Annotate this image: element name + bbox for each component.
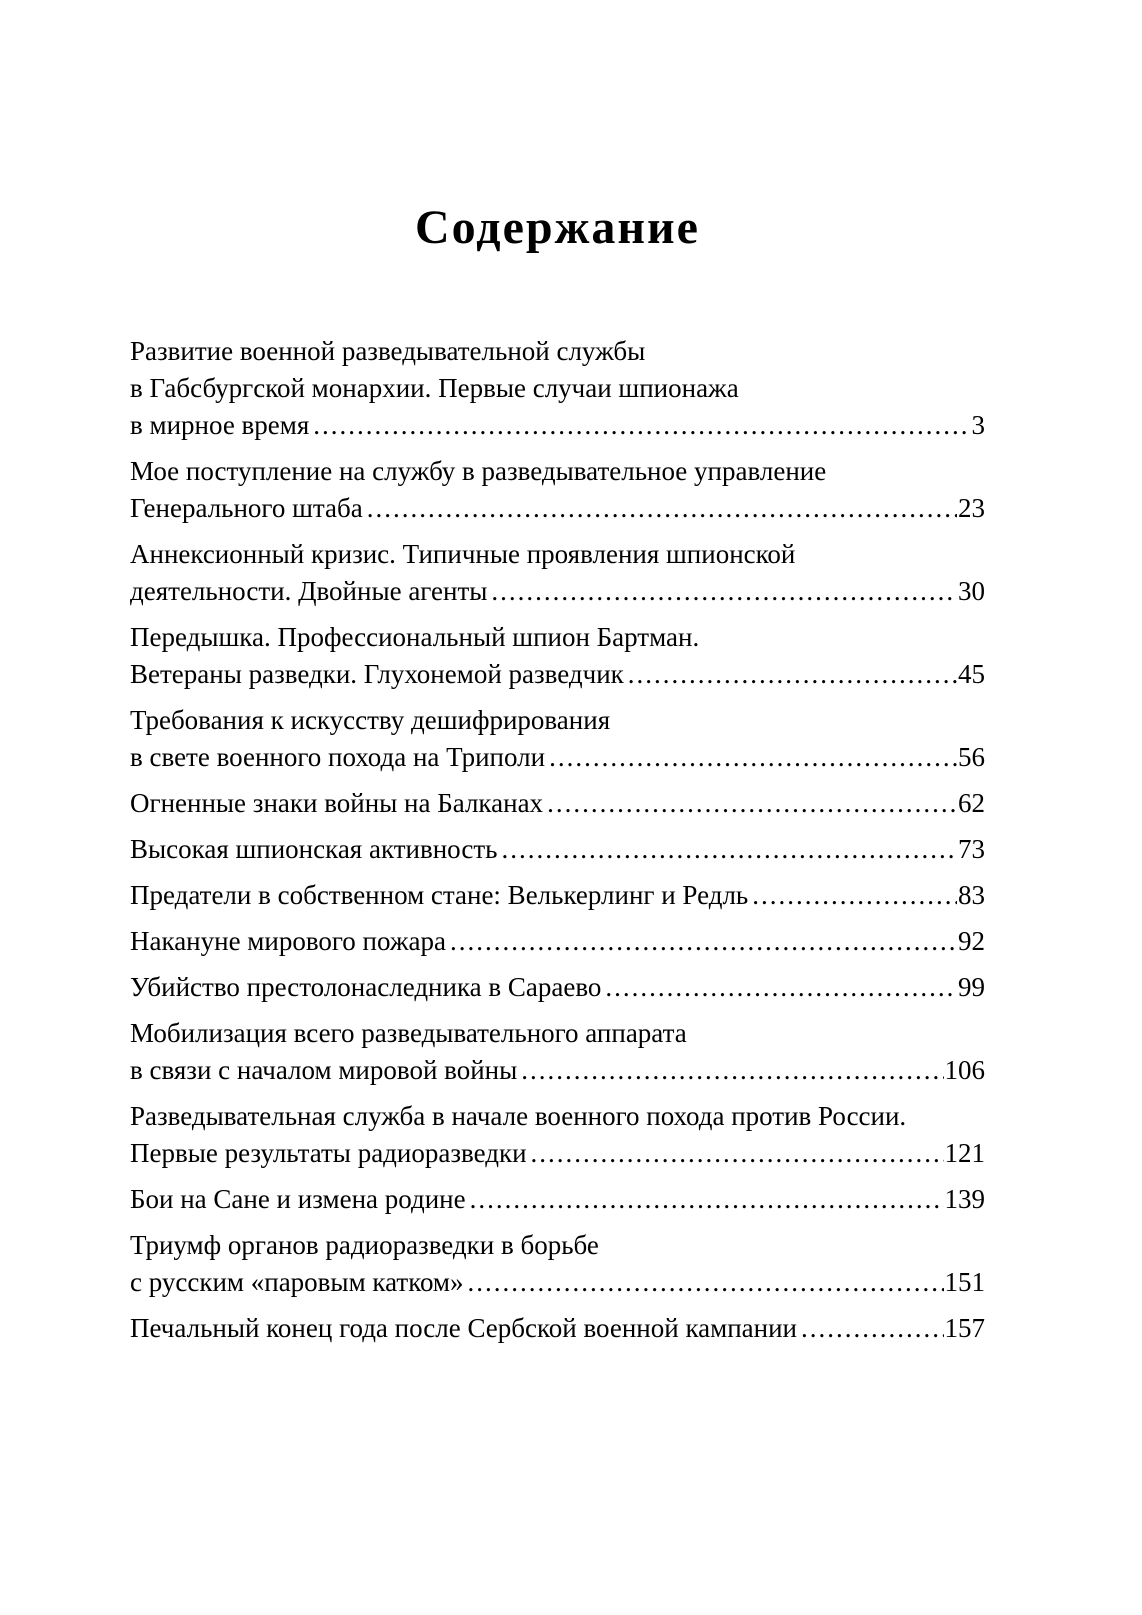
toc-entry	[130, 702, 985, 776]
toc-entry-text: Предатели в собственном стане: Велькерлинг и Редль	[130, 880, 749, 911]
dot-leader	[628, 656, 957, 693]
toc-entry-last-line	[130, 969, 985, 1006]
toc-entry-line	[130, 1227, 985, 1264]
page-number: 121	[944, 1138, 985, 1169]
page-number: 83	[958, 880, 985, 911]
page-number: 106	[944, 1055, 985, 1086]
toc-entry	[130, 619, 985, 693]
toc-entry-text: Первые результаты радиоразведки	[130, 1138, 527, 1169]
dot-leader	[801, 1310, 944, 1347]
toc-entry-text: Печальный конец года после Сербской военной кампании	[130, 1313, 797, 1344]
dot-leader	[491, 573, 957, 610]
page-number: 139	[944, 1184, 985, 1215]
toc-entry-text: Высокая шпионская активность	[130, 834, 498, 865]
toc-entry-last-line	[130, 877, 985, 914]
toc-entry-text: с русским «паровым катком»	[130, 1267, 464, 1298]
toc-entry-text: Требования к искусству дешифрирования	[130, 705, 611, 736]
toc-entry	[130, 785, 985, 822]
toc-entry	[130, 831, 985, 868]
toc-entry	[130, 1310, 985, 1347]
page-number: 157	[944, 1313, 985, 1344]
toc-entry-line	[130, 370, 985, 407]
page-number: 30	[958, 576, 985, 607]
toc-entry-text: Разведывательная служба в начале военного похода против России.	[130, 1101, 907, 1132]
toc-entry-text: Передышка. Профессиональный шпион Бартман.	[130, 622, 700, 653]
toc-entry-text: Бои на Сане и измена родине	[130, 1184, 466, 1215]
toc-entry-last-line	[130, 923, 985, 960]
toc-entry-line	[130, 619, 985, 656]
toc-entry-text: Генерального штаба	[130, 493, 363, 524]
toc-entry-last-line	[130, 573, 985, 610]
page-number: 23	[958, 493, 985, 524]
toc-entry-line	[130, 453, 985, 490]
toc-entry	[130, 333, 985, 444]
toc-entry-text: в мирное время	[130, 410, 310, 441]
dot-leader	[549, 739, 957, 776]
toc-entry-last-line	[130, 1052, 985, 1089]
page-number: 73	[958, 834, 985, 865]
toc-entry-text: в свете военного похода на Триполи	[130, 742, 546, 773]
toc-entry-last-line	[130, 1181, 985, 1218]
toc-entry-text: Развитие военной разведывательной службы	[130, 336, 646, 367]
toc-entry	[130, 923, 985, 960]
toc-entry-last-line	[130, 656, 985, 693]
page-number: 99	[958, 972, 985, 1003]
toc-entry-last-line	[130, 739, 985, 776]
toc-entry-last-line	[130, 490, 985, 527]
toc-entry	[130, 1098, 985, 1172]
toc-entry-text: деятельности. Двойные агенты	[130, 576, 488, 607]
toc-entry-line	[130, 333, 985, 370]
toc-entry	[130, 877, 985, 914]
toc-entry-line	[130, 536, 985, 573]
page-number: 151	[944, 1267, 985, 1298]
toc-entry-text: Мое поступление на службу в разведывательное управление	[130, 456, 827, 487]
toc-entry	[130, 1227, 985, 1301]
dot-leader	[367, 490, 957, 527]
toc-list	[130, 333, 985, 1347]
dot-leader	[468, 1264, 944, 1301]
dot-leader	[752, 877, 957, 914]
toc-entry-text: Ветераны разведки. Глухонемой разведчик	[130, 659, 624, 690]
toc-entry-line	[130, 702, 985, 739]
dot-leader	[501, 831, 957, 868]
toc-entry-text: в связи с началом мировой войны	[130, 1055, 518, 1086]
toc-entry-line	[130, 1015, 985, 1052]
dot-leader	[450, 923, 957, 960]
page-number: 3	[971, 410, 985, 441]
dot-leader	[470, 1181, 944, 1218]
toc-entry	[130, 1181, 985, 1218]
page-number: 56	[958, 742, 985, 773]
toc-entry-line	[130, 1098, 985, 1135]
toc-entry-text: Огненные знаки войны на Балканах	[130, 788, 544, 819]
toc-entry-last-line	[130, 1264, 985, 1301]
toc-entry-last-line	[130, 1135, 985, 1172]
toc-entry	[130, 536, 985, 610]
toc-entry	[130, 1015, 985, 1089]
toc-entry-text: Мобилизация всего разведывательного аппарата	[130, 1018, 687, 1049]
dot-leader	[605, 969, 957, 1006]
dot-leader	[521, 1052, 943, 1089]
dot-leader	[313, 407, 970, 444]
toc-entry	[130, 453, 985, 527]
toc-entry-text: Накануне мирового пожара	[130, 926, 446, 957]
toc-entry-last-line	[130, 785, 985, 822]
page-number: 45	[958, 659, 985, 690]
toc-entry-last-line	[130, 831, 985, 868]
toc-entry-text: Убийство престолонаследника в Сараево	[130, 972, 602, 1003]
dot-leader	[531, 1135, 944, 1172]
toc-entry-text: Триумф органов радиоразведки в борьбе	[130, 1230, 599, 1261]
toc-entry-text: в Габсбургской монархии. Первые случаи шпионажа	[130, 373, 739, 404]
toc-entry-last-line	[130, 1310, 985, 1347]
toc-entry	[130, 969, 985, 1006]
page-number: 92	[958, 926, 985, 957]
dot-leader	[547, 785, 957, 822]
page-title: Содержание	[415, 201, 700, 254]
toc-entry-text: Аннексионный кризис. Типичные проявления шпионской	[130, 539, 796, 570]
toc-entry-last-line	[130, 407, 985, 444]
page-number: 62	[958, 788, 985, 819]
